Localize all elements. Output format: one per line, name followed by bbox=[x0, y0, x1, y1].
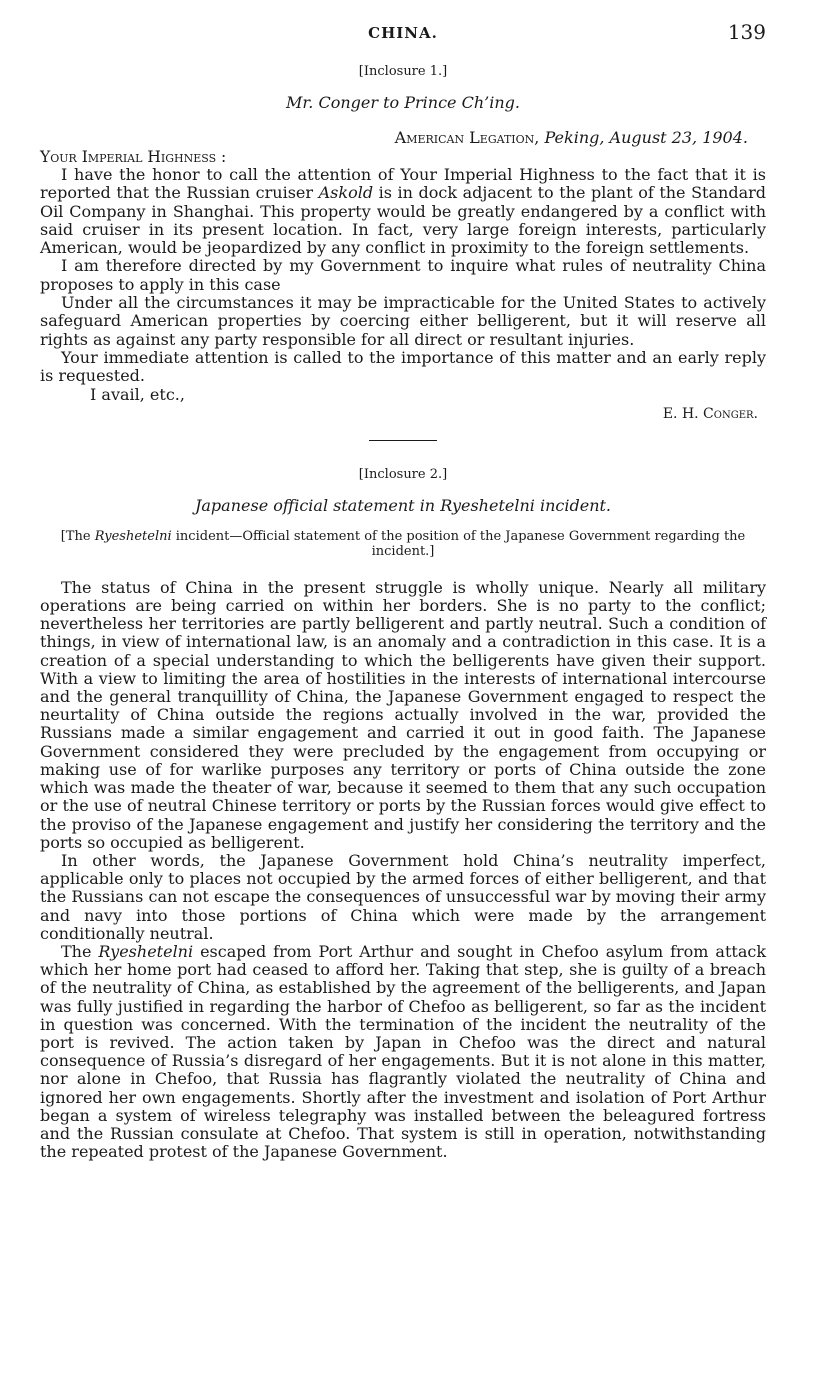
signature: E. H. Conger. bbox=[662, 405, 758, 422]
page-header bbox=[40, 18, 766, 52]
statement-title: Japanese official statement in Ryeshetelni incident. bbox=[194, 495, 612, 515]
letter-paragraph-text: I have the honor to call the attention of Your Imperial Highness to the fact that it is reported that the Russian cruiser bbox=[40, 165, 766, 203]
ship-name: Askold bbox=[318, 183, 374, 203]
legation-name: American Legation, bbox=[394, 128, 540, 147]
statement-body bbox=[40, 579, 766, 1162]
place-date: Peking, August 23, 1904. bbox=[544, 128, 748, 147]
inclosure-1-label: [Inclosure 1.] bbox=[358, 64, 448, 79]
document-page bbox=[40, 18, 766, 1161]
running-head: CHINA. bbox=[368, 24, 438, 42]
statement-paragraph-text: escaped from Port Arthur and sought in Chefoo asylum from attack which her home port had ceased to afford her. Taking that step, she is guilty of a breach of the neutrality of China, as established by the agreement of the belligerents, and Japan was fully justified in regarding the harbor of Chefoo as belligerent, so far as the incident in question was concerned. With the termination of the incident the neutrality of the port is revived. The action taken by Japan in Chefoo was the direct and natural consequence of Russia’s disregard of her engagements. But it is not alone in this matter, nor alone in Chefoo, that Russia has flagrantly violated the neutrality of China and ignored her own engagements. Shortly after the investment and isolation of Port Arthur began a system of wireless telegraphy was installed between the beleagured fortress and the Russian consulate at Chefoo. That system is still in operation, notwithstanding the repeated protest of the Japanese Government. bbox=[40, 941, 767, 1162]
bracketed-note bbox=[40, 529, 766, 559]
statement-paragraph: In other words, the Japanese Government hold China’s neutrality imperfect, applicable only to places not occupied by the armed forces of either belligerent, and that the Russians can not escape the consequences of unsuccessful war by moving their army and navy into those portions of China which were made by the arrangement conditionally neutral. bbox=[40, 850, 766, 943]
ship-name: Ryeshetelni bbox=[94, 528, 172, 544]
letter-title: Mr. Conger to Prince Ch’ing. bbox=[286, 93, 520, 112]
section-divider bbox=[369, 440, 437, 441]
page-number: 139 bbox=[727, 20, 766, 44]
letter-paragraph-text: is in dock adjacent to the plant of the Standard Oil Company in Shanghai. This property would be greatly endangered by a conflict with said cruiser in its present location. In fact, very large foreign interests, particularly American, would be jeopardized by any conflict in proximity to the foreign settlements. bbox=[40, 183, 766, 258]
statement-paragraph bbox=[40, 943, 766, 1161]
dateline bbox=[40, 128, 748, 147]
note-text: incident—Official statement of the position of the Japanese Government regarding the incident.] bbox=[171, 528, 746, 559]
letter-paragraph: I am therefore directed by my Government to inquire what rules of neutrality China proposes to apply in this case bbox=[40, 256, 766, 294]
statement-paragraph-text: The bbox=[61, 941, 99, 961]
letter-paragraph bbox=[40, 166, 766, 257]
ship-name: Ryeshetelni bbox=[98, 941, 194, 961]
salutation: Your Imperial Highness : bbox=[40, 148, 227, 166]
letter-paragraph: Your immediate attention is called to the importance of this matter and an early reply is requested. bbox=[40, 347, 766, 386]
closing: I avail, etc., bbox=[90, 384, 185, 404]
note-text: [The bbox=[60, 528, 95, 544]
letter-paragraph: Under all the circumstances it may be impracticable for the United States to actively safeguard American properties by coercing either belligerent, but it will reserve all rights as against any party responsible for all direct or resultant injuries. bbox=[40, 293, 766, 349]
inclosure-2-label: [Inclosure 2.] bbox=[358, 466, 448, 482]
statement-paragraph: The status of China in the present struggle is wholly unique. Nearly all military operations are being carried on within her borders. She is no party to the conflict; nevertheless her territories are partly belligerent and partly neutral. Such a condition of things, in view of international law, is an anomaly and a contradiction in this case. It is a creation of a special understanding to which the belligerents have given their support. With a view to limiting the area of hostilities in the interests of international intercourse and the general tranquillity of China, the Japanese Government engaged to respect the neurtality of China outside the regions actually involved in the war, provided the Russians made a similar engagement and carried it out in good faith. The Japanese Government considered they were precluded by the engagement from occupying or making use of for warlike purposes any territory or ports of China outside the zone which was made the theater of war, because it seemed to them that any such occupation or the use of neutral Chinese territory or ports by the Russian forces would give effect to the proviso of the Japanese engagement and justify her considering the territory and the ports so occupied as belligerent. bbox=[40, 577, 766, 852]
